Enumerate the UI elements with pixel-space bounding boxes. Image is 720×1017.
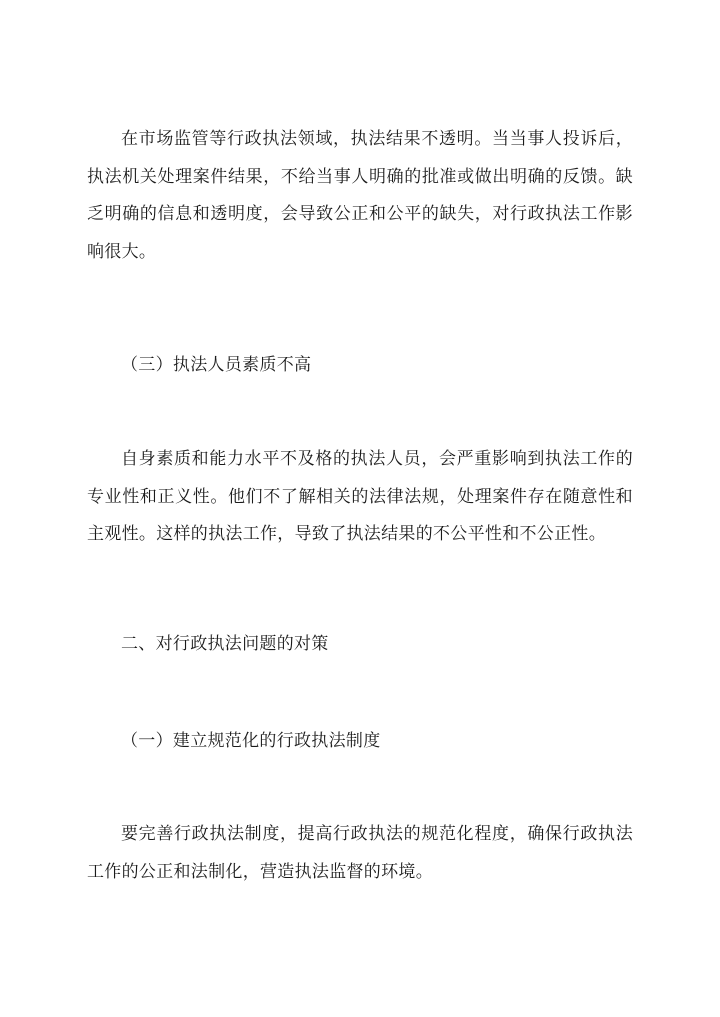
chapter-heading: 二、对行政执法问题的对策: [121, 634, 329, 654]
section-heading: （三）执法人员素质不高: [121, 355, 312, 375]
body-paragraph: 自身素质和能力水平不及格的执法人员，会严重影响到执法工作的专业性和正义性。他们不了解相关的法律法规，处理案件存在随意性和主观性。这样的执法工作，导致了执法结果的不公平性和不公正性。: [87, 449, 633, 544]
body-paragraph: 要完善行政执法制度，提高行政执法的规范化程度，确保行政执法工作的公正和法制化，营造执法监督的环境。: [87, 824, 633, 882]
body-paragraph: 在市场监管等行政执法领域，执法结果不透明。当当事人投诉后，执法机关处理案件结果，不给当事人明确的批准或做出明确的反馈。缺乏明确的信息和透明度，会导致公正和公平的缺失，对行政执法工作影响很大。: [87, 129, 633, 262]
section-heading: （一）建立规范化的行政执法制度: [121, 731, 381, 751]
